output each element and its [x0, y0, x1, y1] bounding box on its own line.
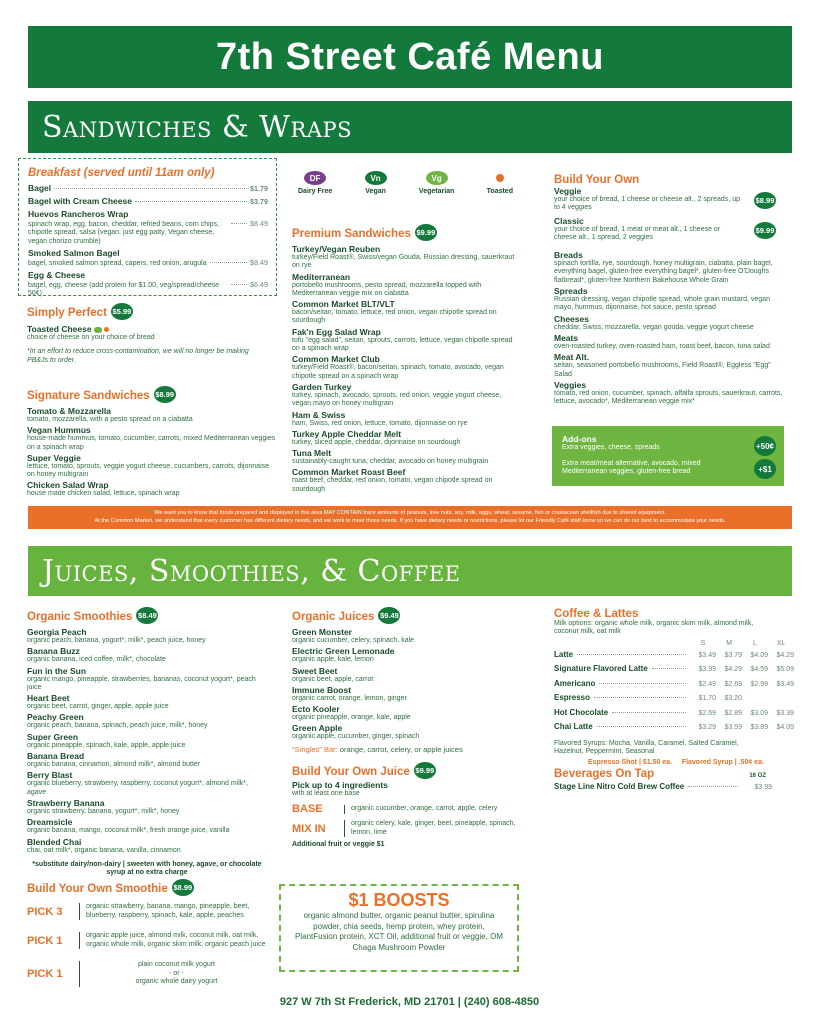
pick-list — [27, 903, 267, 987]
byo-heading: Build Your Own — [554, 174, 640, 186]
menu-item-name: Classic — [554, 215, 584, 226]
menu-item — [27, 712, 267, 730]
notice-line: We want you to know that foods prepared and displayed in this area MAY CONTAIN trace amounts of peanuts, tree nuts, soy, milk, eggs, wheat, sesame, fish or crustacean shellfish due to shared equipment. — [154, 510, 666, 516]
note-text: *substitute dairy/non-dairy | sweeten with honey, agave, or chocolate syrup at no extra charge — [32, 860, 262, 877]
pick-options — [79, 961, 267, 987]
toasted-icon — [104, 327, 109, 332]
pick-row — [27, 932, 267, 949]
leader — [135, 201, 247, 202]
menu-item-name: Huevos Rancheros Wrap — [28, 209, 129, 219]
menu-item-desc: organic peach, banana, spinach, peach juice, milk*, honey — [27, 722, 208, 730]
coffee-lattes — [554, 608, 794, 767]
group-name: Cheeses — [554, 313, 589, 324]
menu-item-name: Bagel — [28, 183, 52, 193]
menu-item-desc: turkey, sliced apple, cheddar, dijonnaise on sourdough — [292, 438, 461, 446]
menu-item — [27, 646, 267, 664]
coffee-row — [554, 722, 794, 737]
note-text: Additional fruit or veggie $1 — [292, 841, 385, 849]
tap-price: $3.99 — [754, 784, 772, 791]
breakfast-list — [28, 183, 268, 299]
menu-item-name: Smoked Salmon Bagel — [28, 247, 120, 258]
menu-item-price: $6.49 — [250, 280, 268, 290]
menu-item-name: Immune Boost — [292, 684, 352, 695]
byo-smoothie-heading: Build Your Own Smoothie — [27, 883, 168, 895]
notice-line: At the Common Market, we understand that every customer has different dietary needs, and we work to meet those needs. If you have dietary needs or restrictions, please let our Friendly Café staff know so we can do our best to accommodate your needs. — [94, 518, 726, 524]
menu-item-desc: organic carrot, orange, lemon, ginger — [292, 694, 407, 702]
leader — [577, 654, 686, 655]
group-name: Veggies — [554, 379, 587, 390]
leader — [231, 223, 247, 224]
menu-item — [292, 244, 522, 271]
coffee-row — [554, 679, 794, 694]
menu-item — [292, 272, 522, 299]
byo-option — [554, 186, 786, 213]
boosts-box — [279, 884, 519, 972]
beverages-on-tap — [554, 768, 794, 797]
coffee-price: $4.09 — [776, 724, 794, 732]
breakfast-box — [18, 158, 277, 296]
menu-item — [292, 448, 522, 466]
coffee-price: $3.99 — [698, 666, 716, 674]
legend-badge: Vg — [426, 171, 448, 185]
syrups-text: Flavored Syrups: Mocha, Vanilla, Caramel, Salted Caramel, Hazelnut, Peppermint, Seasonal — [554, 739, 739, 755]
pick-label: PICK 3 — [27, 905, 63, 918]
menu-item-desc: tofu "egg salad", seitan, sprouts, carrots, lettuce, vegan chipotle spread on a spinach wrap — [292, 336, 513, 353]
price-badge: $5.99 — [111, 303, 133, 320]
menu-item-desc: portobello mushrooms, pesto spread, mozzarella topped with Mediterranean veggie mix on ciabatta — [292, 281, 482, 297]
coffee-price: $2.49 — [698, 680, 716, 688]
price-badge: $9.99 — [414, 762, 436, 779]
pick-options — [79, 932, 267, 949]
byo-group — [554, 314, 786, 332]
coffee-name: Americano — [554, 678, 596, 688]
menu-item-desc: organic beet, carrot, ginger, apple, apple juice — [27, 703, 169, 711]
menu-item — [27, 627, 267, 645]
coffee-name: Signature Flavored Latte — [554, 664, 648, 674]
leader — [231, 284, 247, 285]
premium-list — [292, 244, 522, 494]
syrup-price: Flavored Syrup | .50¢ ea. — [681, 759, 764, 767]
menu-item — [292, 327, 522, 354]
menu-item-name: Green Monster — [292, 627, 352, 637]
menu-item-name: Banana Buzz — [27, 646, 80, 657]
signature-list — [27, 406, 277, 499]
legend-item — [487, 171, 513, 195]
byo-group — [554, 380, 786, 407]
simply-perfect — [27, 303, 277, 365]
pick-label: PICK 1 — [27, 934, 63, 947]
coffee-name: Chai Latte — [554, 722, 593, 732]
menu-item — [292, 627, 522, 645]
breakfast-item — [28, 270, 268, 299]
menu-item-name: Common Market BLT/VLT — [292, 299, 395, 310]
tap-item: Stage Line Nitro Cold Brew Coffee — [554, 782, 685, 791]
coffee-price: $3.09 — [750, 709, 768, 717]
menu-item-name: Tuna Melt — [292, 448, 332, 459]
menu-item — [27, 817, 267, 835]
leader — [594, 697, 686, 698]
menu-item-desc: lettuce, tomato, sprouts, veggie yogurt cheese, cucumbers, carrots, dijonnaise on honey multigrain — [27, 462, 270, 479]
menu-item — [292, 723, 522, 741]
pick-line: - or - — [169, 969, 184, 977]
menu-item — [27, 770, 267, 797]
breakfast-item — [28, 248, 268, 268]
coffee-price: $3.79 — [724, 651, 742, 659]
signature-heading: Signature Sandwiches — [27, 390, 150, 402]
coffee-price: $3.29 — [698, 724, 716, 732]
menu-item-name: Common Market Roast Beef — [292, 467, 406, 478]
byo-group — [554, 250, 786, 285]
pick-label: PICK 1 — [27, 967, 63, 980]
menu-item-name: Bagel with Cream Cheese — [28, 196, 132, 206]
price-badge: $8.99 — [154, 386, 176, 403]
breakfast-heading: Breakfast (served until 11am only) — [28, 167, 215, 179]
menu-item-name: Turkey Apple Cheddar Melt — [292, 428, 402, 439]
menu-item-name: Super Green — [27, 731, 79, 742]
menu-item-desc: bagel, smoked salmon spread, capers, red onion, arugula — [28, 259, 207, 267]
menu-item-desc: organic apple, cucumber, ginger, spinach — [292, 733, 420, 741]
menu-item-name: Berry Blast — [27, 770, 73, 781]
coffee-row — [554, 664, 794, 679]
menu-item-desc: organic banana, cinnamon, almond milk*, almond butter — [27, 761, 201, 769]
menu-item — [292, 382, 522, 409]
menu-item-name: Fak'n Egg Salad Wrap — [292, 326, 381, 337]
coffee-price: $3.89 — [750, 724, 768, 732]
menu-item-desc: house made chicken salad, lettuce, spinach wrap — [27, 490, 180, 498]
menu-item-name: Common Market Club — [292, 354, 380, 365]
menu-item — [27, 480, 277, 498]
coffee-row — [554, 693, 794, 708]
pick-options — [79, 903, 267, 920]
premium-heading: Premium Sandwiches — [292, 228, 411, 240]
menu-item-price: $1.79 — [250, 184, 268, 193]
menu-item-name: Veggie — [554, 186, 582, 196]
menu-item-desc: organic cucumber, celery, spinach, kale — [292, 637, 415, 644]
footer-address: 927 W 7th St Frederick, MD 21701 | (240) 608-4850 — [279, 996, 540, 1008]
menu-item-desc: organic apple, kale, lemon — [292, 656, 374, 664]
group-desc: tomato, red onion, cucumber, spinach, alfalfa sprouts, sauerkraut, carrots, lettuce, avocado*, Mediterranean veggie mix* — [554, 389, 783, 406]
item-desc-row — [28, 280, 268, 299]
menu-item-name: Egg & Cheese — [28, 270, 86, 281]
menu-item-desc: turkey, spinach, avocado, sprouts, red onion, veggie yogurt cheese, vegan mayo on honey multigrain — [292, 391, 502, 408]
premium-sandwiches — [292, 224, 522, 495]
menu-item-name: Heart Beet — [27, 693, 70, 704]
diet-legend — [298, 171, 513, 195]
leader — [54, 188, 247, 189]
group-desc: oven-roasted turkey, oven-roasted ham, roast beef, bacon, tuna salad — [554, 342, 770, 350]
addon-line: Extra veggies, cheese, spreads — [562, 444, 660, 451]
price-badge: $8.49 — [136, 607, 158, 624]
item-desc-row — [28, 258, 268, 268]
group-name: Breads — [554, 250, 583, 261]
menu-item-desc: organic blueberry, strawberry, raspberry, coconut yogurt*, almond milk*, agave — [27, 780, 248, 796]
page-title: 7th Street Café Menu — [28, 26, 792, 88]
menu-item-desc: sustainably-caught tuna, cheddar, avocado on honey multigrain — [292, 458, 489, 466]
menu-item — [27, 798, 267, 816]
menu-item-name: Mediterranean — [292, 271, 351, 282]
menu-item-name: Vegan Hummus — [27, 425, 91, 436]
organic-smoothies — [27, 607, 267, 877]
menu-item — [292, 410, 522, 428]
menu-item-name: Peachy Green — [27, 712, 84, 723]
menu-item-desc: organic beet, apple, carrot — [292, 675, 374, 683]
legend-badge — [496, 174, 504, 182]
menu-item-price: $8.49 — [250, 219, 268, 228]
price-badge: $9.49 — [378, 607, 400, 624]
group-name: Meats — [554, 332, 579, 343]
menu-item-desc: choice of cheese on your choice of bread — [27, 334, 155, 341]
menu-item-name: Banana Bread — [27, 751, 85, 762]
byo-options — [554, 186, 786, 242]
byo-option — [554, 216, 786, 243]
pick-line: organic whole dairy yogurt — [135, 978, 218, 985]
item-desc-row — [28, 219, 268, 246]
price-badge: $9.99 — [415, 224, 437, 241]
singles-label: "Singles" Bar: — [292, 744, 338, 754]
menu-item — [27, 453, 277, 480]
coffee-list — [554, 650, 794, 737]
byo-juice-heading: Build Your Own Juice — [292, 766, 410, 778]
pick-row — [27, 903, 267, 920]
size-label: XL — [776, 639, 786, 647]
coffee-price: $5.09 — [776, 666, 794, 674]
smoothie-list — [27, 627, 267, 855]
menu-item-desc: tomato, mozzarella, with a pesto spread on a ciabatta — [27, 416, 193, 423]
espresso-shot-price: Espresso Shot | $1.50 ea. — [588, 759, 673, 767]
menu-item — [292, 704, 522, 722]
breakfast-item — [28, 183, 268, 194]
coffee-name: Latte — [554, 649, 574, 659]
price-badge: $8.99 — [172, 879, 194, 896]
group-desc: cheddar, Swiss, mozzarella, vegan gouda, veggie yogurt cheese — [554, 323, 754, 331]
menu-item-name: Ham & Swiss — [292, 409, 346, 420]
simply-heading: Simply Perfect — [27, 307, 107, 319]
menu-item-desc: organic strawberry, banana, yogurt*, milk*, honey — [27, 807, 180, 815]
menu-item — [27, 751, 267, 769]
group-name: Spreads — [554, 286, 588, 297]
singles-text: orange, carrot, celery, or apple juices — [339, 744, 463, 754]
item-row — [28, 183, 268, 194]
section-header-sandwiches: Sandwiches & Wraps — [28, 101, 792, 153]
menu-item-desc: organic pineapple, orange, kale, apple — [292, 714, 411, 722]
menu-item-name: Green Apple — [292, 723, 343, 734]
build-your-own-sandwich — [554, 174, 786, 407]
vegetarian-icon — [94, 327, 102, 333]
menu-item — [27, 406, 277, 424]
menu-item-desc: organic banana, mango, coconut milk*, fresh orange juice, vanilla — [27, 827, 230, 835]
coffee-price: $4.09 — [750, 651, 768, 659]
legend-label: Dairy Free — [298, 188, 333, 195]
menu-item-desc: your choice of bread, 1 cheese or cheese alt., 2 spreads, up to 4 veggies — [554, 196, 741, 212]
menu-item-name: Garden Turkey — [292, 381, 352, 392]
coffee-row — [554, 650, 794, 665]
price-badge: $9.99 — [754, 222, 776, 239]
coffee-price: $2.69 — [698, 709, 716, 717]
allergen-notice — [28, 506, 792, 529]
coffee-price: $4.59 — [750, 666, 768, 674]
legend-badge: DF — [304, 171, 326, 185]
menu-item-desc: organic pineapple, spinach, kale, apple, apple juice — [27, 741, 186, 749]
menu-item-desc: bacon/seitan, tomato, lettuce, red onion, vegan chipotle spread on sourdough — [292, 309, 497, 325]
coffee-price: $3.49 — [698, 651, 716, 659]
menu-item — [27, 425, 277, 452]
menu-item-name: Dreamsicle — [27, 817, 73, 828]
size-label: L — [753, 639, 757, 647]
pick-row — [27, 961, 267, 987]
leader — [652, 668, 686, 669]
size-label: S — [700, 639, 706, 647]
addons-heading: Add-ons — [562, 434, 597, 444]
leader — [597, 726, 686, 727]
mix-label: MIX IN — [292, 822, 326, 835]
build-your-own-juice — [292, 762, 522, 850]
menu-item-desc: spinach wrap, egg, bacon, cheddar, refried beans, corn chips, chipotle spread, salsa (vegan: just egg patty, Vegan cheese, vegan chorizo crumble) — [28, 221, 220, 245]
group-desc: seitan, seasoned portobello mushrooms, Field Roast®, Eggless "Egg" Salad — [554, 362, 771, 378]
note-text: *In an effort to reduce cross-contamination, we will no longer be making PB&Js to order. — [27, 348, 249, 364]
coffee-price: $3.59 — [724, 724, 742, 732]
addon-price: +$1 — [754, 459, 776, 479]
menu-item — [27, 666, 267, 693]
legend-item — [365, 171, 387, 195]
boosts-desc: organic almond butter, organic peanut butter, spirulina powder, chia seeds, hemp protein, whey protein, PlantFusion protein, XCT Oil, additional fruit or veggie, OM Chaga Mushroom Powder — [295, 911, 503, 952]
menu-item-desc: turkey/Field Roast®, bacon/seitan, spinach, tomato, avocado, vegan chipotle spread on a spinach wrap — [292, 364, 504, 380]
menu-item-desc: turkey/Field Roast®, Swiss/vegan Gouda, Russian dressing, sauerkraut on rye — [292, 254, 515, 270]
menu-item — [292, 666, 522, 684]
size-header — [554, 640, 794, 650]
menu-item-price: $8.49 — [250, 257, 268, 267]
coffee-price: $3.49 — [776, 680, 794, 688]
menu-item-name: Super Veggie — [27, 452, 81, 463]
group-desc: Russian dressing, vegan chipotle spread, whole grain mustard, vegan mayo, hummus, dijonnaise, hot sauce, pesto spread — [554, 296, 770, 312]
pick-line: plain coconut milk yogurt — [137, 961, 216, 968]
menu-item-name: Toasted Cheese — [27, 324, 92, 334]
base-options: organic cucumber, orange, carrot, apple, celery — [344, 805, 522, 814]
menu-item — [292, 646, 522, 664]
item-row — [28, 196, 268, 207]
menu-item-name: Fun in the Sun — [27, 665, 87, 676]
pick-line: organic strawberry, banana, mango, pineapple, beet, blueberry, raspberry, spinach, kale, apple, peaches — [86, 903, 250, 919]
coffee-price: $2.89 — [724, 709, 742, 717]
menu-item-name: Blended Chai — [27, 836, 82, 847]
smoothies-heading: Organic Smoothies — [27, 611, 133, 623]
menu-item — [27, 693, 267, 711]
addons-box — [552, 426, 784, 486]
menu-item — [292, 429, 522, 447]
coffee-price: $1.70 — [698, 695, 716, 703]
organic-juices — [292, 607, 522, 754]
menu-item-name: Tomato & Mozzarella — [27, 406, 111, 416]
leader — [599, 683, 686, 684]
group-desc: spinach tortilla, rye, sourdough, honey multigrain, ciabatta, plain bagel, everything bagel, gluten-free everything bagel*, gluten-free O'Doughs flatbread*, gluten-free Northern Bakehouse Whole Grain — [554, 260, 773, 284]
coffee-row — [554, 708, 794, 723]
coffee-price: $3.20 — [724, 695, 742, 703]
addon-line: Extra meat/meat alternative, avocado, mixed Mediterranean veggies, gluten-free bread — [562, 460, 701, 475]
mix-options: organic celery, kale, ginger, beet, pineapple, spinach, lemon, lime — [344, 820, 522, 837]
byo-group — [554, 333, 786, 351]
menu-item-name: Ecto Kooler — [292, 704, 340, 715]
menu-item-desc: ham, Swiss, red onion, lettuce, tomato, dijonnaise on rye — [292, 419, 468, 427]
legend-item — [298, 171, 332, 195]
menu-item-desc: chai, oat milk*, organic banana, vanilla, cinnamon — [27, 846, 181, 854]
legend-label: Toasted — [486, 188, 513, 195]
coffee-name: Hot Chocolate — [554, 707, 609, 717]
breakfast-item — [28, 196, 268, 207]
byo-juice-line: with at least one base — [292, 790, 360, 797]
menu-item-name: Turkey/Vegan Reuben — [292, 244, 381, 254]
legend-label: Vegetarian — [418, 188, 455, 195]
byo-group — [554, 352, 786, 379]
menu-item — [292, 354, 522, 381]
leader — [210, 262, 247, 263]
menu-item — [27, 732, 267, 750]
menu-item-desc: roast beef, cheddar, red onion, tomato, vegan chipotle spread on sourdough — [292, 477, 493, 493]
menu-item — [27, 837, 267, 855]
coffee-price: $2.69 — [724, 680, 742, 688]
menu-item-name: Strawberry Banana — [27, 797, 105, 808]
legend-badge: Vn — [365, 171, 387, 185]
byo-juice-line: Pick up to 4 ingredients — [292, 780, 388, 790]
signature-sandwiches — [27, 386, 277, 500]
menu-item-desc: organic mango, pineapple, strawberries, bananas, coconut yogurt*, peach juice — [27, 675, 256, 691]
byo-groups — [554, 250, 786, 406]
legend-item — [419, 171, 454, 195]
juice-list — [292, 627, 522, 742]
juices-heading: Organic Juices — [292, 611, 375, 623]
coffee-name: Espresso — [554, 693, 591, 703]
coffee-price: $4.29 — [724, 666, 742, 674]
legend-label: Vegan — [365, 188, 386, 195]
addon-price: +50¢ — [754, 436, 776, 456]
menu-item-desc: your choice of bread, 1 meat or meat alt., 1 cheese or cheese alt., 1 spread, 2 veggies — [554, 225, 721, 241]
menu-item-desc: house-made hummus, tomato, cucumber, carrots, mixed Mediterranean veggies on a spinach wrap — [27, 435, 276, 451]
coffee-price: $3.39 — [776, 709, 794, 717]
build-your-own-smoothie — [27, 879, 267, 987]
base-label: BASE — [292, 803, 323, 816]
milk-options: Milk options: organic whole milk, organic skim milk, almond milk, coconut milk, oat milk — [554, 620, 754, 636]
menu-item — [292, 299, 522, 326]
menu-item — [292, 685, 522, 703]
menu-item-name: Electric Green Lemonade — [292, 646, 395, 657]
menu-item-price: $3.79 — [250, 197, 268, 206]
menu-item — [292, 467, 522, 494]
tap-size: 16 OZ — [749, 773, 766, 779]
menu-item-name: Georgia Peach — [27, 627, 87, 637]
coffee-price: $2.99 — [750, 680, 768, 688]
boosts-heading: $1 BOOSTS — [348, 890, 450, 910]
menu-item-name: Chicken Salad Wrap — [27, 480, 109, 491]
coffee-price: $4.29 — [776, 651, 794, 659]
pick-line: organic apple juice, almond milk, coconut milk, oat milk, organic whole milk, organic skim milk, organic peach juice — [86, 932, 266, 948]
menu-item-desc: organic peach, banana, yogurt*, milk*, peach juice, honey — [27, 637, 206, 644]
menu-item-name: Sweet Beet — [292, 665, 338, 676]
byo-group — [554, 286, 786, 313]
coffee-heading: Coffee & Lattes — [554, 608, 639, 620]
menu-item-desc: organic banana, iced coffee, milk*, chocolate — [27, 656, 166, 664]
group-name: Meat Alt. — [554, 352, 590, 363]
size-label: M — [726, 639, 732, 647]
leader — [612, 712, 686, 713]
breakfast-item — [28, 209, 268, 246]
menu-item-desc: bagel, egg, cheese (add protein for $1.00, veg/spread/cheese 50¢) — [28, 282, 220, 298]
tap-heading: Beverages On Tap — [554, 768, 655, 780]
section-header-juices: Juices, Smoothies, & Coffee — [28, 546, 792, 596]
price-badge: $8.99 — [754, 192, 776, 209]
